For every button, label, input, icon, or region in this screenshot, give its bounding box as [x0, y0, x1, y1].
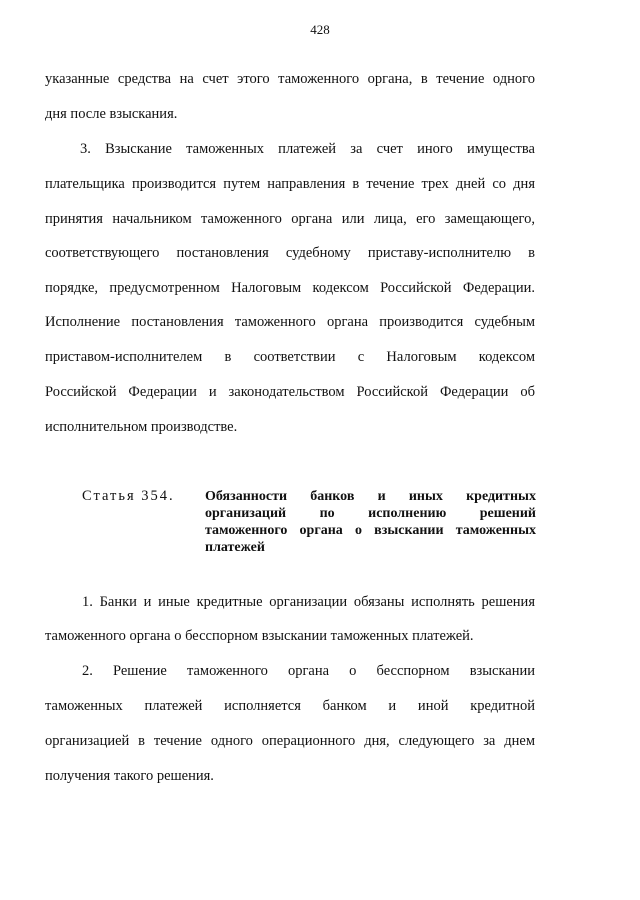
- text-line: исполнительном производстве.: [45, 419, 238, 435]
- text-line: 1. Банки и иные кредитные организации обязаны исполнять решения: [82, 594, 535, 610]
- article-title: [205, 488, 536, 556]
- article-title-line: таможенного органа о взыскании таможенных: [205, 523, 536, 538]
- article-title-line: платежей: [205, 540, 265, 555]
- text-line: порядке, предусмотренном Налоговым кодексом Российской Федерации.: [45, 280, 535, 296]
- text-line: Исполнение постановления таможенного органа производится судебным: [45, 314, 535, 330]
- page-number: 428: [310, 22, 330, 37]
- article-label: Статья 354.: [82, 488, 175, 504]
- text-line: получения такого решения.: [45, 768, 214, 784]
- text-line: указанные средства на счет этого таможенного органа, в течение одного: [45, 71, 535, 87]
- text-line: принятия начальником таможенного органа или лица, его замещающего,: [45, 211, 535, 227]
- text-line: организацией в течение одного операционного дня, следующего за днем: [45, 733, 535, 749]
- text-line: 3. Взыскание таможенных платежей за счет иного имущества: [80, 141, 535, 157]
- text-line: таможенного органа о бесспорном взыскании таможенных платежей.: [45, 628, 474, 644]
- text-line: плательщика производится путем направления в течение трех дней со дня: [45, 176, 535, 192]
- text-line: дня после взыскания.: [45, 106, 178, 122]
- text-line: таможенных платежей исполняется банком и иной кредитной: [45, 698, 535, 714]
- article-title-line: организаций по исполнению решений: [205, 506, 536, 521]
- text-line: Российской Федерации и законодательством Российской Федерации об: [45, 384, 535, 400]
- text-line: приставом-исполнителем в соответствии с Налоговым кодексом: [45, 349, 535, 365]
- text-line: соответствующего постановления судебному приставу-исполнителю в: [45, 245, 535, 261]
- text-line: 2. Решение таможенного органа о бесспорном взыскании: [82, 663, 535, 679]
- article-title-line: Обязанности банков и иных кредитных: [205, 489, 536, 504]
